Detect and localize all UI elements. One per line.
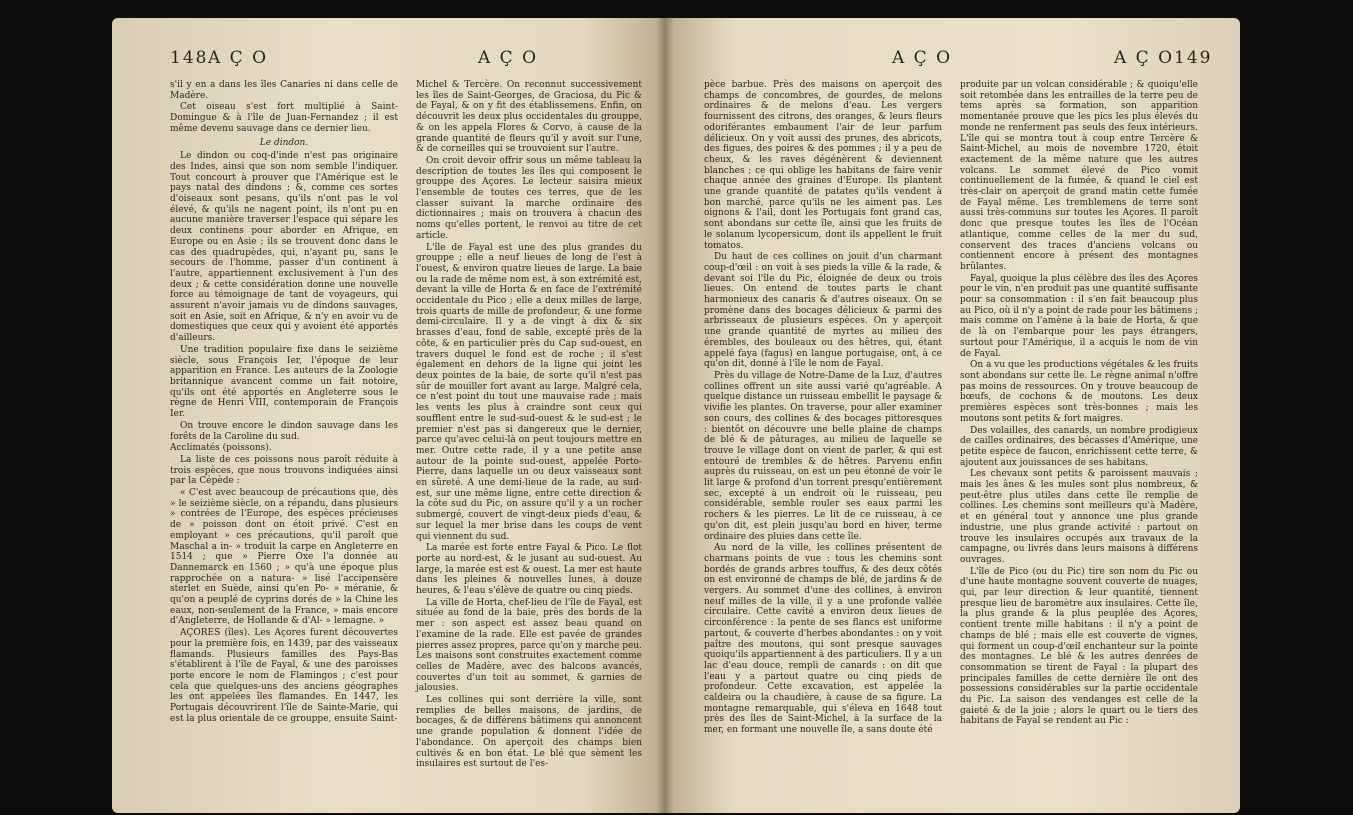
paragraph: La ville de Horta, chef-lieu de l'île de Fayal, est située au fond de la baie, près des bords de la mer : son aspect est assez beau quand on l'examine de la rade. Elle est pavée de grandes pierres assez propres, parce qu'on y marche peu. Les maisons sont construites exactement comme celles de Madère, avec des balcons avancés, couvertes d'un toit au sommet, & garnies de jalousies. bbox=[416, 597, 642, 694]
right-page bbox=[664, 18, 1240, 813]
paragraph: On trouve encore le dindon sauvage dans les forêts de la Caroline du sud. bbox=[170, 420, 398, 442]
text-column-right bbox=[960, 80, 1198, 728]
paragraph: On a vu que les productions végétales & les fruits sont abondans sur cette île. Le règne animal n'offre pas moins de ressources. On y trouve beaucoup de bœufs, de cochons & de moutons. Les deux premières espèces sont très-bonnes ; mais les moutons sont petits & fort maigres. bbox=[960, 360, 1198, 424]
section-heading: Le dindon. bbox=[259, 137, 309, 148]
paragraph: Les chevaux sont petits & paroissent mauvais ; mais les ânes & les mules sont plus nombreux, & peut-être plus utiles dans cette île remplie de collines. Les chemins sont meilleurs qu'à Madère, et en général tout y annonce une plus grande industrie, une plus grande activité : partout on trouve les insulaires occupés aux travaux de la campagne, ou livrés dans leurs maisons à différens ouvrages. bbox=[960, 469, 1198, 565]
running-head: A Ç O bbox=[208, 48, 269, 68]
paragraph: Le dindon ou coq-d'inde n'est pas originaire des Indes, ainsi que son nom semble l'indiquer. Tout concourt à prouver que l'Amérique est le pays natal des dindons ; &, comme ces sortes d'oiseaux sont pesans, qu'ils n'ont pas le vol élevé, & qu'ils ne nagent point, ils n'ont pu en aucune manière traverser l'espace qui sépare les deux continens pour aborder en Afrique, en Europe ou en Asie ; ils se trouvent donc dans le cas des quadrupèdes, qui, n'ayant pu, sans le secours de l'homme, passer d'un continent à l'autre, appartiennent exclusivement à l'un des deux ; & cette considération donne une nouvelle force au témoignage de tant de voyageurs, qui assurent n'avoir jamais vu de dindons sauvages, soit en Asie, soit en Afrique, & n'y en avoir vu de domestiques que ceux qui y avoient été apportés d'ailleurs. bbox=[170, 151, 398, 344]
entry-paragraph: AÇORES (îles). Les Açores furent découvertes pour la première fois, en 1439, par des vaisseaux flamands. Plusieurs familles des Pays-Bas s'établirent à l'île de Fayal, & une des paroisses porte encore le nom de Flamingos ; c'est pour cela que quelques-uns des anciens géographes les ont appelées îles flamandes. En 1447, les Portugais découvrirent l'île de Sainte-Marie, qui est la plus orientale de ce grouppe, ensuite Saint- bbox=[170, 628, 398, 724]
paragraph: L'île de Pico (ou du Pic) tire son nom du Pic ou d'une haute montagne souvent couverte de nuages, qui, par leur direction & leur quantité, tiennent presque lieu de baromètre aux insulaires. Cette île, la plus grande & la plus peuplée des Açores, contient trente mille habitans : il n'y a point de champs de blé ; mais elle est couverte de vignes, qui forment un coup-d'œil enchanteur sur la pointe des montagnes. Le blé & les autres denrées de consommation se tirent de Fayal : la plupart des principales familles de cette dernière île ont des possessions considérables sur la partie occidentale du Pic. La saison des vendanges est celle de la gaieté & de la joie ; alors le quart ou le tiers des habitans de Fayal se rendent au Pic : bbox=[960, 566, 1198, 727]
paragraph: Cet oiseau s'est fort multiplié à Saint-Domingue & à l'île de Juan-Fernandez ; il est même devenu sauvage dans ce dernier lieu. bbox=[170, 102, 398, 134]
paragraph: s'il y en a dans les îles Canaries ni dans celle de Madère. bbox=[170, 80, 398, 101]
paragraph: Michel & Tercère. On reconnut successivement les îles de Saint-Georges, de Graciosa, du Pic & de Fayal, & on y fit des établissemens. Enfin, on découvrit les deux plus occidentales du grouppe, & on les appela Flores & Corvo, à cause de la grande quantité de fleurs qu'il y avoit sur l'une, & de corneilles qui se trouvoient sur l'autre. bbox=[416, 80, 642, 155]
page-number: 148 bbox=[170, 48, 209, 68]
paragraph: produite par un volcan considérable ; & quoiqu'elle soit retombée dans les entrailles de la terre peu de tems après sa formation, son apparition momentanée prouve que les pics les plus élevés du monde ne renferment pas seuls des feux intérieurs. L'île qui se montra tout à coup entre Tercère & Saint-Michel, au mois de novembre 1720, étoit exactement de la même nature que les autres volcans. Le sommet élevé de Pico vomit continuellement de la fumée, & quand le ciel est très-clair on aperçoit de grand matin cette fumée de Fayal même. Les tremblemens de terre sont aussi très-communs sur toutes les Açores. Il paroît donc que presque toutes les îles de l'Océan atlantique, comme celles de la mer du sud, conservent des traces d'anciens volcans ou contiennent encore à présent des montagnes brûlantes. bbox=[960, 80, 1198, 272]
quotation: « C'est avec beaucoup de précautions que, dès » le seizième siècle, on a répandu, dans plusieurs » contrées de l'Europe, des espèces précieuses de » poisson dont on étoit privé. C'est en employant » ces précautions, qu'il paroît que Maschal a in- » troduit la carpe en Angleterre en 1514 ; que » Pierre Oxe l'a donnée au Dannemarck en 1560 ; » qu'à une époque plus rapprochée on a natura- » lisé l'accipensère sterlet en Suède, ainsi qu'en Po- » méranie, & qu'on a peuplé de cyprins dorés de » la Chine les eaux, non-seulement de la France, » mais encore d'Angleterre, de Hollande & d'Al- » lemagne. » bbox=[170, 488, 398, 627]
paragraph: Les collines qui sont derrière la ville, sont remplies de belles maisons, de jardins, de bocages, & de différens bâtimens qui annoncent une grande population & donnent l'idée de l'abondance. On aperçoit des champs bien cultivés & en bon état. Le blé que sèment les insulaires est surtout de l'es- bbox=[416, 695, 642, 770]
entry-heading: Acclimatés (poissons). bbox=[170, 443, 272, 454]
paragraph: La liste de ces poissons nous paroît réduite à trois espèces, que nous trouvons indiquées ainsi par la Cépède : bbox=[170, 454, 398, 487]
page-number: 149 bbox=[1174, 48, 1213, 68]
text-column-right bbox=[416, 80, 642, 771]
paragraph: Des volailles, des canards, un nombre prodigieux de cailles ordinaires, des bécasses d'Amérique, une petite espèce de faucon, enrichissent cette terre, & ajoutent aux jouissances de ses habitans. bbox=[960, 425, 1198, 468]
paragraph: Une tradition populaire fixe dans le seizième siècle, sous François Ier, l'époque de leur apparition en France. Les auteurs de la Zoologie britannique avancent comme un fait notoire, qu'ils ont été apportés en Angleterre sous le règne de Henri VIII, contemporain de François Ier. bbox=[170, 344, 398, 420]
paragraph: Au nord de la ville, les collines présentent de charmans points de vue : tous les chemins sont bordés de grands arbres touffus, & des deux côtés on est environné de champs de blé, de jardins & de vergers. Au sommet d'une des collines, à environ neuf milles de la ville, il y a une profonde vallée circulaire. Cette cavité a environ deux lieues de circonférence : la pente de ses flancs est uniforme partout, & couverte d'herbes abondantes : on y voit paître des moutons, qui sont presque sauvages quoiqu'ils appartiennent à des particuliers. Il y a un lac d'eau douce, rempli de canards : on dit que l'eau y a partout quatre ou cinq pieds de profondeur. Cette excavation, est appelée la caldeira ou la chaudière, à cause de sa figure. La montagne remarquable, qui s'éleva en 1648 tout près des îles de Saint-Michel, à la surface de la mer, en formant une nouvelle île, a sans doute été bbox=[704, 543, 942, 736]
running-head: A Ç O bbox=[892, 48, 953, 68]
book-gutter bbox=[656, 18, 674, 813]
left-page bbox=[112, 18, 664, 813]
running-head: A Ç O bbox=[478, 48, 539, 68]
text-column-left bbox=[170, 80, 398, 725]
open-book bbox=[112, 18, 1240, 813]
paragraph: Du haut de ces collines on jouit d'un charmant coup-d'œil : on voit à ses pieds la ville & la rade, & devant soi l'île du Pic, éloignée de deux ou trois lieues. On entend de toutes parts le chant harmonieux des canaris & d'autres oiseaux. On se promène dans des bocages délicieux & parmi des arbrisseaux de plusieurs espèces. On y aperçoit une grande quantité de myrtes au milieu des érembles, des bouleaux ou des hêtres, qui, étant appelé faya (fagus) en langue portugaise, ont, à ce qu'on dit, donné à l'île le nom de Fayal. bbox=[704, 252, 942, 370]
paragraph: La marée est forte entre Fayal & Pico. Le flot porte au nord-est, & le jusant au sud-ouest. Au large, la marée est est & ouest. La mer est haute dans les pleines & nouvelles lunes, à douze heures, & l'eau s'élève de quatre ou cinq pieds. bbox=[416, 543, 642, 597]
paragraph: Fayal, quoique la plus célèbre des îles des Açores pour le vin, n'en produit pas une quantité suffisante pour sa consommation : il s'en fait beaucoup plus au Pico, où il n'y a point de rade pour les bâtimens ; mais comme on l'amène à la baie de Horta, & que de là on l'embarque pour les pays étrangers, surtout pour l'Amérique, il a acquis le nom de vin de Fayal. bbox=[960, 273, 1198, 359]
running-head: A Ç O bbox=[1114, 48, 1175, 68]
paragraph: L'île de Fayal est une des plus grandes du grouppe ; elle a neuf lieues de long de l'est à l'ouest, & environ quatre lieues de large. La baie ou la rade de même nom est, à son extrémité est, devant la ville de Horta & en face de l'extrémité occidentale du Pico ; elle a deux milles de large, trois quarts de mille de profondeur, & une forme demi-circulaire. Il y a de vingt à dix & six brasses d'eau, fond de sable, excepté près de la côte, & en particulier près du Cap sud-ouest, en travers duquel le fond est de roche ; il s'est également en dehors de la ligne qui joint les deux pointes de la baie, de sorte qu'il n'est pas sûr de mouiller fort avant au large. Malgré cela, ce n'est point du tout une mauvaise rade ; mais les vents les plus à craindre sont ceux qui soufflent entre le sud-sud-ouest & le sud-est ; le premier n'est pas si dangereux que le dernier, parce qu'avec celui-là on peut toujours mettre en mer. Outre cette rade, il y a une petite anse autour de la pointe sud-ouest, appelée Porto-Pierre, dans laquelle un ou deux vaisseaux sont en sûreté. A une demi-lieue de la rade, au sud-est, sur une même ligne, entre cette direction & la côte sud du Pic, on assure qu'il y a un rocher submergé, couvert de vingt-deux pieds d'eau, & sur lequel la mer brise dans les coups de vent qui viennent du sud. bbox=[416, 242, 642, 542]
paragraph: pèce barbue. Près des maisons on aperçoit des champs de concombres, de gourdes, de melons ordinaires & de melons d'eau. Les vergers fournissent des citrons, des oranges, & leurs fleurs odoriférantes embaument l'air de leur parfum délicieux. On y voit aussi des prunes, des abricots, des figues, des poires & des pommes ; il y a peu de cheux, & les raves dégénèrent & deviennent blanches ; ce qui oblige les habitans de faire venir chaque année des graines d'Europe. Ils plantent une grande quantité de patates qu'ils vendent à bon marché, parce qu'ils ne les aiment pas. Les oignons & l'ail, dont les Portugais font grand cas, sont abondans sur cette île, ainsi que les fruits de le solanum lycopersicum, dont ils appellent le fruit tomatos. bbox=[704, 80, 942, 251]
text-column-left bbox=[704, 80, 942, 737]
paragraph: Près du village de Notre-Dame de la Luz, d'autres collines offrent un site aussi varié qu'agréable. A quelque distance un ruisseau embellit le paysage & vivifie les plantes. On traverse, pour aller examiner son cours, des collines & des bocages pittoresques : bientôt on découvre une belle plaine de champs de blé & de pâturages, au milieu de laquelle se trouve le village dont on vient de parler, & qui est entouré de trembles & de hêtres. Parvenu enfin auprès du ruisseau, on est un peu étonné de voir le lit large & profond d'un torrent presqu'entièrement sec, excepté à un endroit où le ruisseau, peu considérable, semble rouler ses eaux parmi les rochers & les pierres. Le lit de ce ruisseau, à ce qu'on dit, est plein jusqu'au bord en hiver, terme ordinaire des pluies dans cette île. bbox=[704, 370, 942, 542]
paragraph: On croit devoir offrir sous un même tableau la description de toutes les îles qui composent le grouppe des Açores. Le lecteur saisira mieux l'ensemble de toutes ces terres, que de les classer suivant la marche ordinaire des dictionnaires ; mais on trouvera à chacun des noms qu'elles portent, le renvoi au titre de cet article. bbox=[416, 155, 642, 241]
